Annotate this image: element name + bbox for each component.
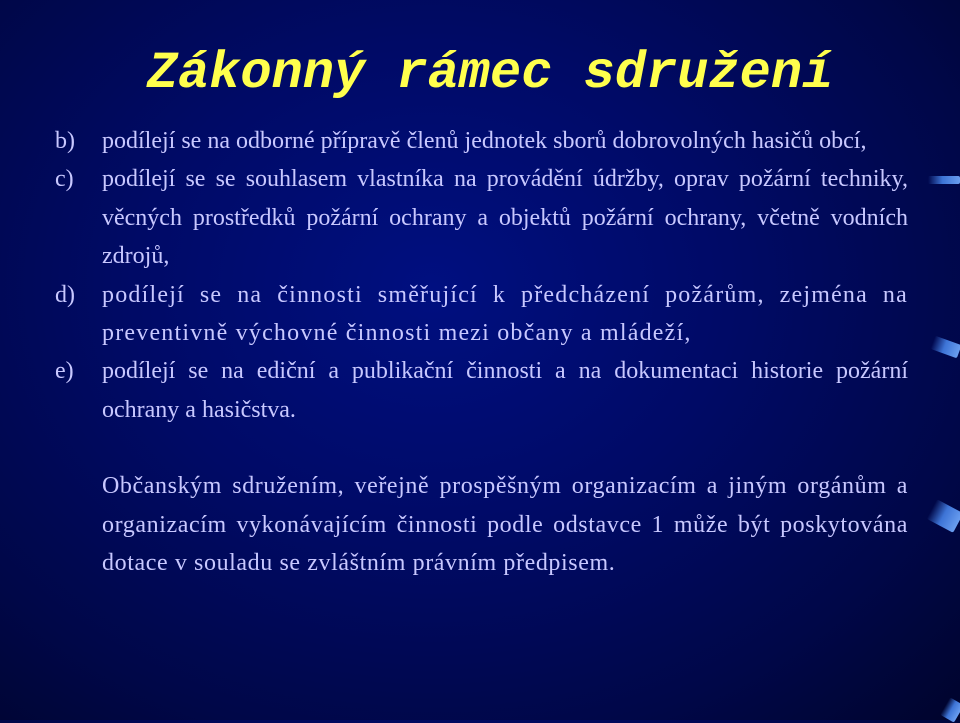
list-item-text: podílejí se na ediční a publikační činnosti a na dokumentaci historie požární ochrany a hasičstva. bbox=[102, 358, 908, 423]
slide-content bbox=[55, 122, 908, 582]
list-item-text: podílejí se na odborné přípravě členů jednotek sborů dobrovolných hasičů obcí, bbox=[102, 128, 867, 154]
list-item-text: podílejí se se souhlasem vlastníka na provádění údržby, oprav požární techniky, věcných prostředků požární ochrany a objektů požární ochrany, včetně vodních zdrojů, bbox=[102, 166, 908, 270]
decorative-streak bbox=[928, 176, 960, 184]
list-item-c bbox=[55, 160, 908, 275]
slide-title: Zákonný rámec sdružení bbox=[146, 44, 834, 103]
decorative-streak bbox=[940, 697, 960, 722]
subsidy-paragraph: Občanským sdružením, veřejně prospěšným organizacím a jiným orgánům a organizacím vykonávajícím činnosti podle odstavce 1 může být poskytována dotace v souladu se zvláštním právním předpisem. bbox=[102, 473, 908, 577]
list-marker: b) bbox=[55, 128, 75, 154]
list-item-b bbox=[55, 122, 908, 160]
list-item-e bbox=[55, 352, 908, 429]
list-item-d bbox=[55, 276, 908, 353]
list-marker: c) bbox=[55, 166, 74, 193]
list-marker: d) bbox=[55, 281, 75, 308]
list-item-text: podílejí se na činnosti směřující k předcházení požárům, zejména na preventivně výchovné činnosti mezi občany a mládeží, bbox=[102, 281, 908, 347]
decorative-streak bbox=[927, 499, 960, 533]
decorative-streak bbox=[930, 336, 960, 359]
list-marker: e) bbox=[55, 358, 74, 385]
